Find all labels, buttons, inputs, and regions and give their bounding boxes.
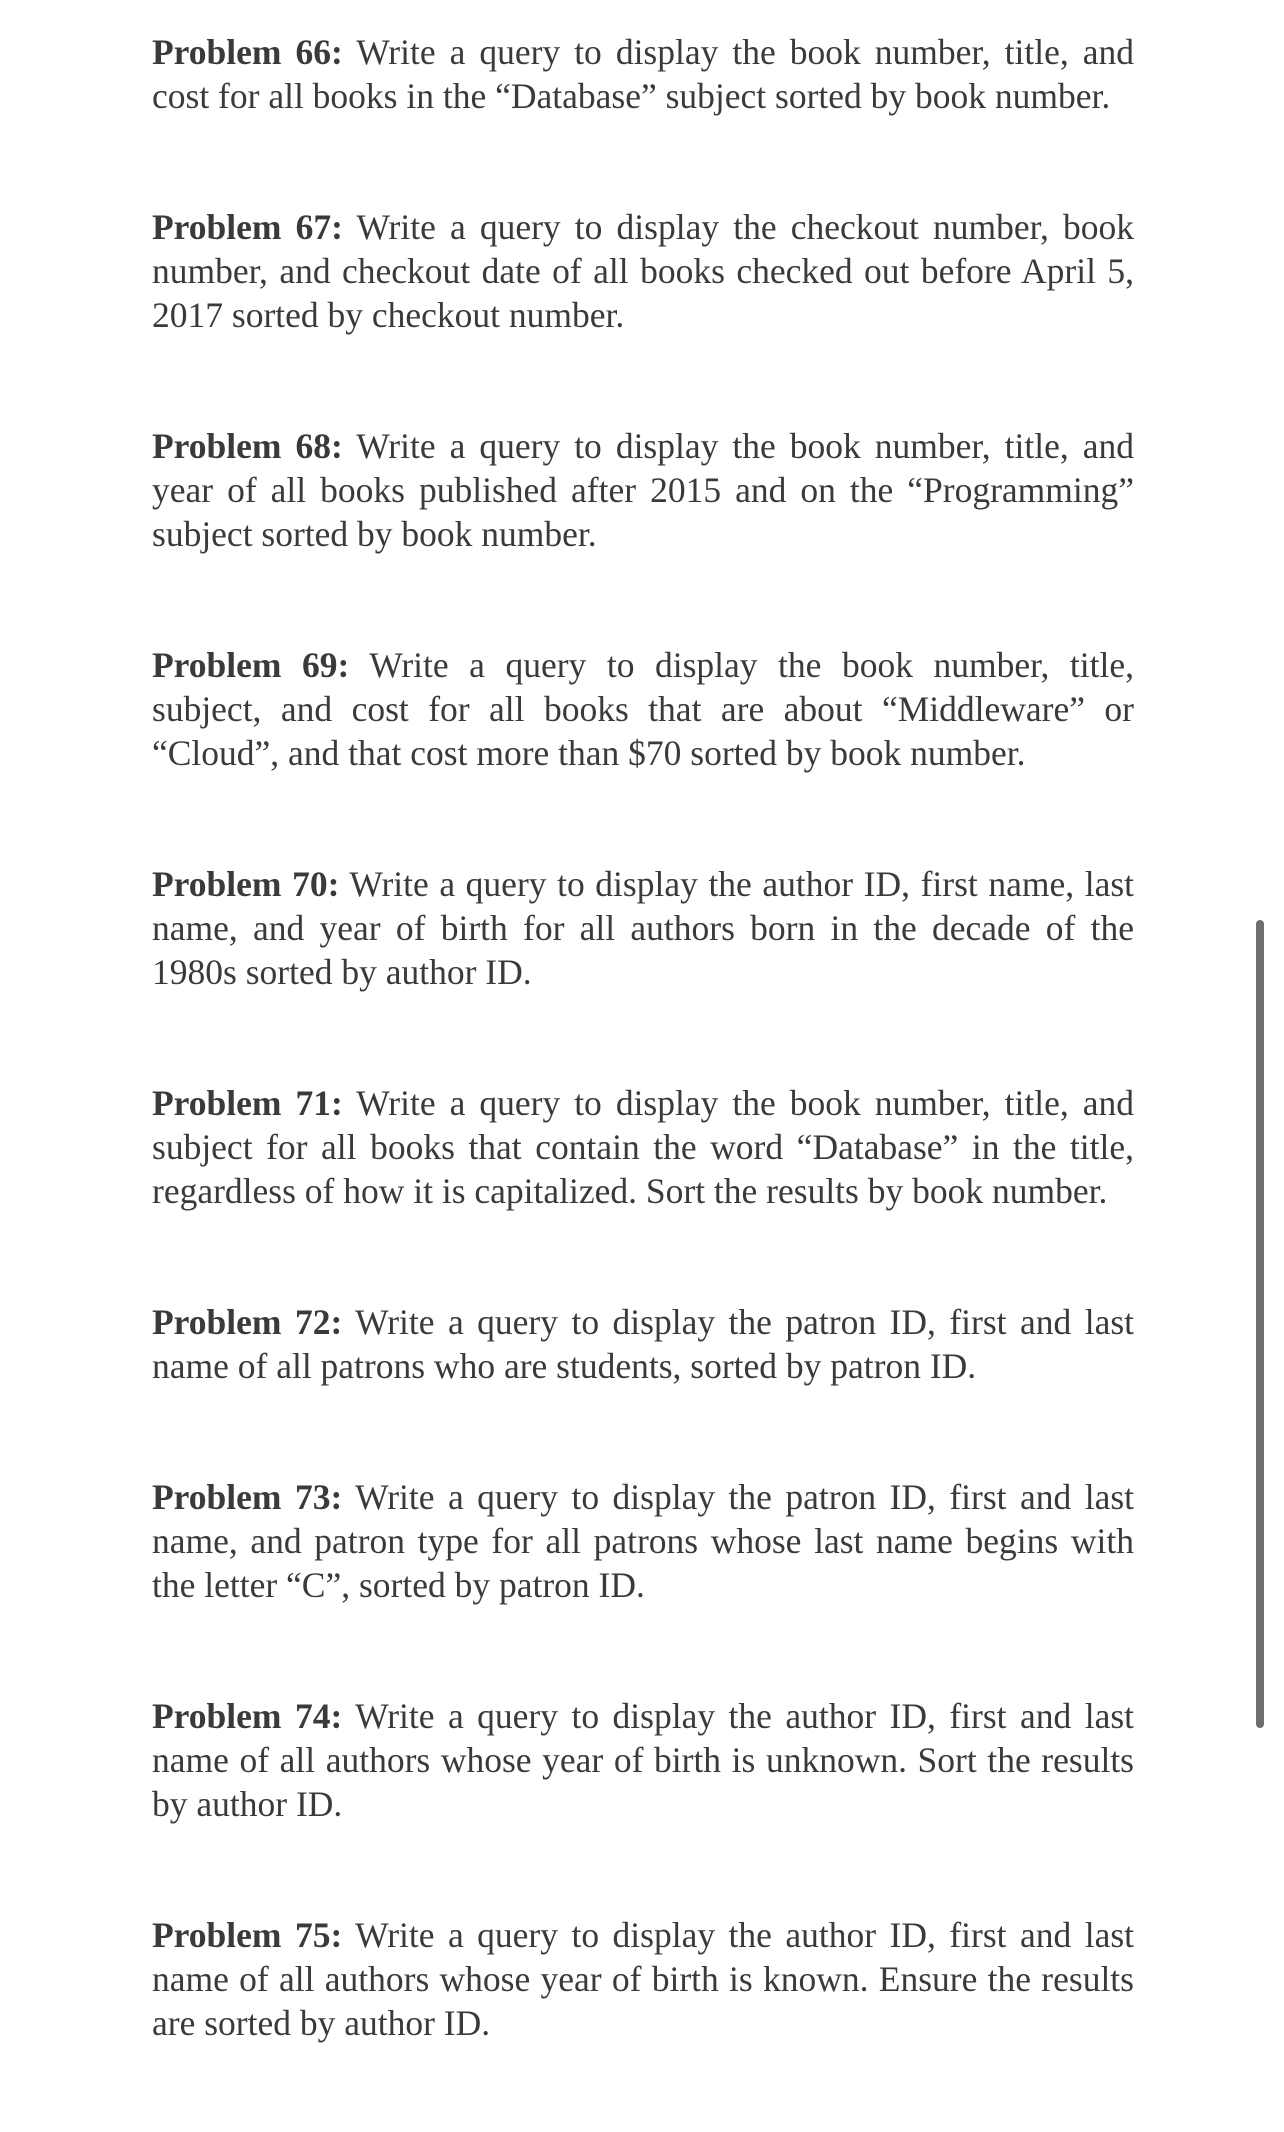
problem-text: Write a query to display the book number, title, and cost for all books in the “Database” subject sorted by book number. bbox=[152, 32, 1135, 116]
problem-66 bbox=[152, 30, 1134, 118]
vertical-scrollbar[interactable] bbox=[1256, 920, 1264, 1728]
problem-label: Problem 74: bbox=[152, 1696, 343, 1736]
problem-label: Problem 69: bbox=[152, 645, 350, 685]
problem-label: Problem 75: bbox=[152, 1915, 343, 1955]
problem-text: Write a query to display the book number, title, subject, and cost for all books that are about “Middleware” or “Cloud”, and that cost more than $70 sorted by book number. bbox=[152, 645, 1135, 773]
problem-label: Problem 71: bbox=[152, 1083, 343, 1123]
problem-74 bbox=[152, 1694, 1134, 1826]
problem-label: Problem 72: bbox=[152, 1302, 343, 1342]
problem-75 bbox=[152, 1913, 1134, 2045]
problem-text: Write a query to display the author ID, first and last name of all authors whose year of birth is known. Ensure the results are sorted by author ID. bbox=[152, 1915, 1135, 2043]
problem-text: Write a query to display the author ID, first name, last name, and year of birth for all authors born in the decade of the 1980s sorted by author ID. bbox=[152, 864, 1135, 992]
problem-label: Problem 70: bbox=[152, 864, 340, 904]
problem-68 bbox=[152, 424, 1134, 556]
problem-label: Problem 67: bbox=[152, 207, 343, 247]
problem-text: Write a query to display the book number, title, and subject for all books that contain the word “Database” in the title, regardless of how it is capitalized. Sort the results by book number. bbox=[152, 1083, 1135, 1211]
problem-text: Write a query to display the patron ID, first and last name, and patron type for all patrons whose last name begins with the letter “C”, sorted by patron ID. bbox=[152, 1477, 1135, 1605]
problem-70 bbox=[152, 862, 1134, 994]
problem-label: Problem 68: bbox=[152, 426, 343, 466]
problem-71 bbox=[152, 1081, 1134, 1213]
problem-72 bbox=[152, 1300, 1134, 1388]
problem-text: Write a query to display the checkout number, book number, and checkout date of all books checked out before April 5, 2017 sorted by checkout number. bbox=[152, 207, 1134, 335]
problem-list bbox=[152, 30, 1134, 2132]
problem-text: Write a query to display the book number, title, and year of all books published after 2015 and on the “Programming” subject sorted by book number. bbox=[152, 426, 1135, 554]
problem-label: Problem 73: bbox=[152, 1477, 343, 1517]
problem-text: Write a query to display the author ID, first and last name of all authors whose year of birth is unknown. Sort the results by author ID. bbox=[152, 1696, 1135, 1824]
problem-label: Problem 66: bbox=[152, 32, 343, 72]
problem-text: Write a query to display the patron ID, first and last name of all patrons who are students, sorted by patron ID. bbox=[152, 1302, 1135, 1386]
problem-67 bbox=[152, 205, 1134, 337]
problem-73 bbox=[152, 1475, 1134, 1607]
problem-69 bbox=[152, 643, 1134, 775]
